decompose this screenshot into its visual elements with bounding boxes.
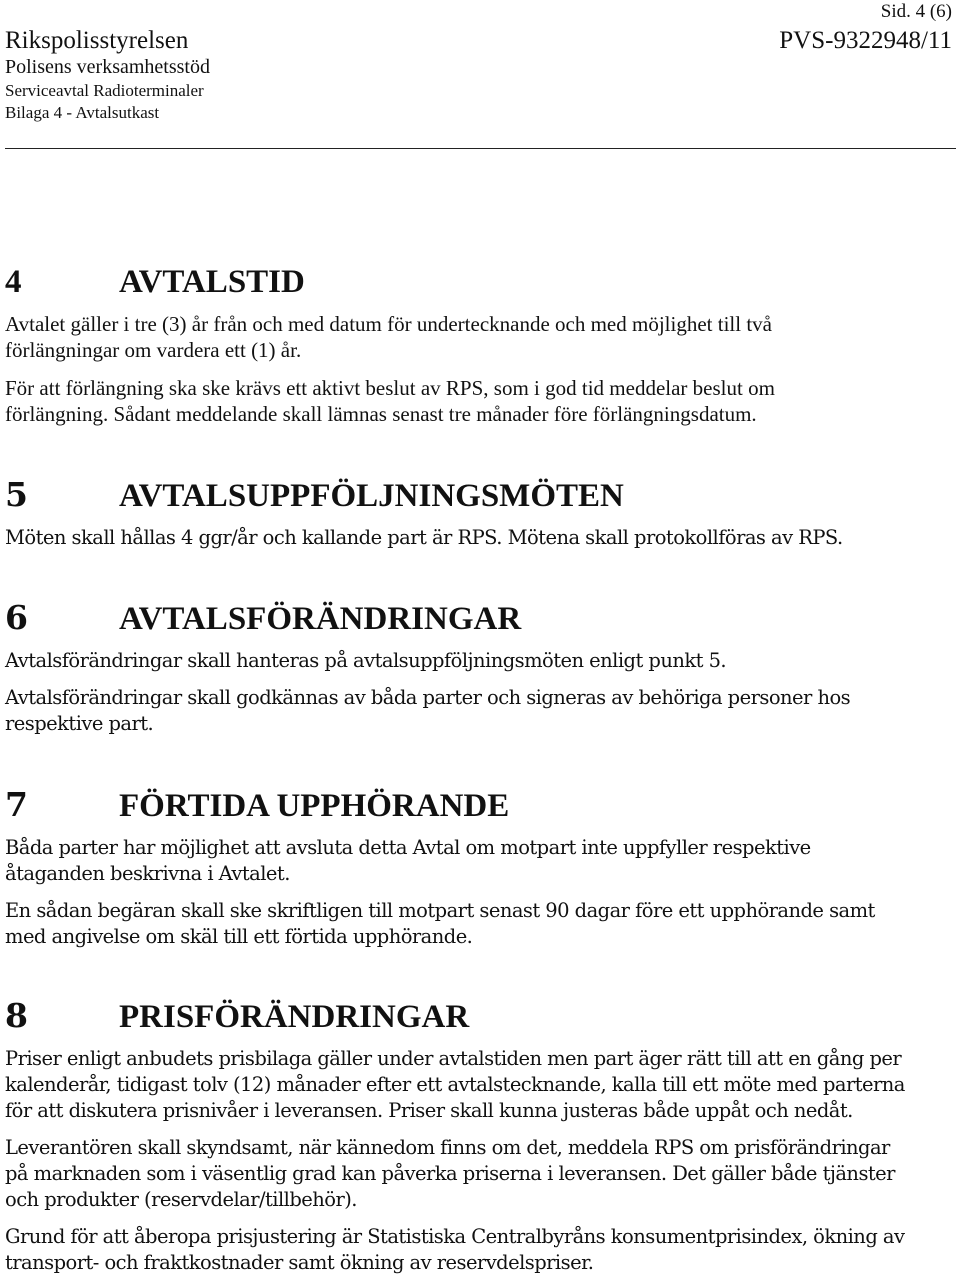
text-line: förlängningar om vardera ett (1) år.	[5, 338, 302, 362]
section-heading	[5, 785, 950, 826]
text-line: Priser enligt anbudets prisbilaga gäller under avtalstiden men part äger rätt till att en gång per	[5, 1047, 902, 1070]
text-line: Avtalsförändringar skall hanteras på avtalsuppföljningsmöten enligt punkt 5.	[5, 649, 727, 672]
section-number: 7	[5, 785, 28, 824]
text-line: förlängning. Sådant meddelande skall lämnas senast tre månader före förlängningsdatum.	[5, 402, 757, 426]
text-line: För att förlängning ska ske krävs ett aktivt beslut av RPS, som i god tid meddelar beslut om	[5, 376, 775, 400]
text-line: för att diskutera prisnivåer i leveransen. Priser skall kunna justeras både uppåt och nedåt.	[5, 1099, 853, 1122]
section-6	[5, 598, 950, 737]
section-5	[5, 475, 950, 551]
reference-number: PVS-9322948/11	[779, 27, 952, 54]
header-divider	[5, 148, 956, 149]
text-line: respektive part.	[5, 712, 154, 735]
paragraph	[5, 525, 950, 551]
text-line: Avtalet gäller i tre (3) år från och med datum för undertecknande och med möjlighet till två	[5, 312, 772, 336]
page-number: Sid. 4 (6)	[880, 1, 952, 22]
section-7	[5, 785, 950, 950]
paragraph	[5, 1135, 950, 1213]
section-heading	[5, 262, 950, 302]
text-line: Grund för att åberopa prisjustering är Statistiska Centralbyråns konsumentprisindex, ökning av	[5, 1225, 905, 1248]
text-line: med angivelse om skäl till ett förtida upphörande.	[5, 925, 473, 948]
section-number: 5	[5, 475, 28, 514]
section-title: AVTALSTID	[119, 264, 305, 300]
text-line: på marknaden som i väsentlig grad kan påverka priserna i leveransen. Det gäller både tjänster	[5, 1162, 895, 1185]
paragraph	[5, 1224, 950, 1276]
paragraph	[5, 835, 950, 887]
text-line: En sådan begäran skall ske skriftligen till motpart senast 90 dagar före ett upphörande samt	[5, 899, 875, 922]
section-8	[5, 996, 950, 1276]
paragraph	[5, 375, 950, 427]
section-number: 8	[5, 996, 28, 1035]
section-heading	[5, 996, 950, 1037]
text-line: åtaganden beskrivna i Avtalet.	[5, 862, 290, 885]
section-number: 4	[5, 264, 22, 300]
section-number: 6	[5, 598, 28, 637]
paragraph	[5, 898, 950, 950]
text-line: Avtalsförändringar skall godkännas av båda parter och signeras av behöriga personer hos	[5, 686, 851, 709]
paragraph	[5, 648, 950, 674]
section-title: PRISFÖRÄNDRINGAR	[119, 999, 470, 1035]
text-line: kalenderår, tidigast tolv (12) månader efter ett avtalstecknande, kalla till ett möte med parterna	[5, 1073, 905, 1096]
text-line: Båda parter har möjlighet att avsluta detta Avtal om motpart inte uppfyller respektive	[5, 836, 811, 859]
text-line: transport- och fraktkostnader samt ökning av reservdelspriser.	[5, 1251, 594, 1274]
paragraph	[5, 1046, 950, 1124]
section-title: AVTALSUPPFÖLJNINGSMÖTEN	[119, 478, 624, 514]
text-line: Leverantören skall skyndsamt, när kännedom finns om det, meddela RPS om prisförändringar	[5, 1136, 890, 1159]
attachment-name: Bilaga 4 - Avtalsutkast	[5, 103, 160, 122]
paragraph	[5, 311, 950, 363]
organization-name: Rikspolisstyrelsen	[5, 27, 189, 54]
text-line: och produkter (reservdelar/tillbehör).	[5, 1188, 357, 1211]
text-line: Möten skall hållas 4 ggr/år och kallande part är RPS. Mötena skall protokollföras av RPS.	[5, 526, 843, 549]
section-4	[5, 262, 950, 427]
paragraph	[5, 685, 950, 737]
section-title: FÖRTIDA UPPHÖRANDE	[119, 788, 510, 824]
section-title: AVTALSFÖRÄNDRINGAR	[119, 601, 522, 637]
section-heading	[5, 475, 950, 516]
department-name: Polisens verksamhetsstöd	[5, 56, 210, 78]
contract-name: Serviceavtal Radioterminaler	[5, 81, 204, 100]
section-heading	[5, 598, 950, 639]
document-header	[5, 27, 210, 124]
